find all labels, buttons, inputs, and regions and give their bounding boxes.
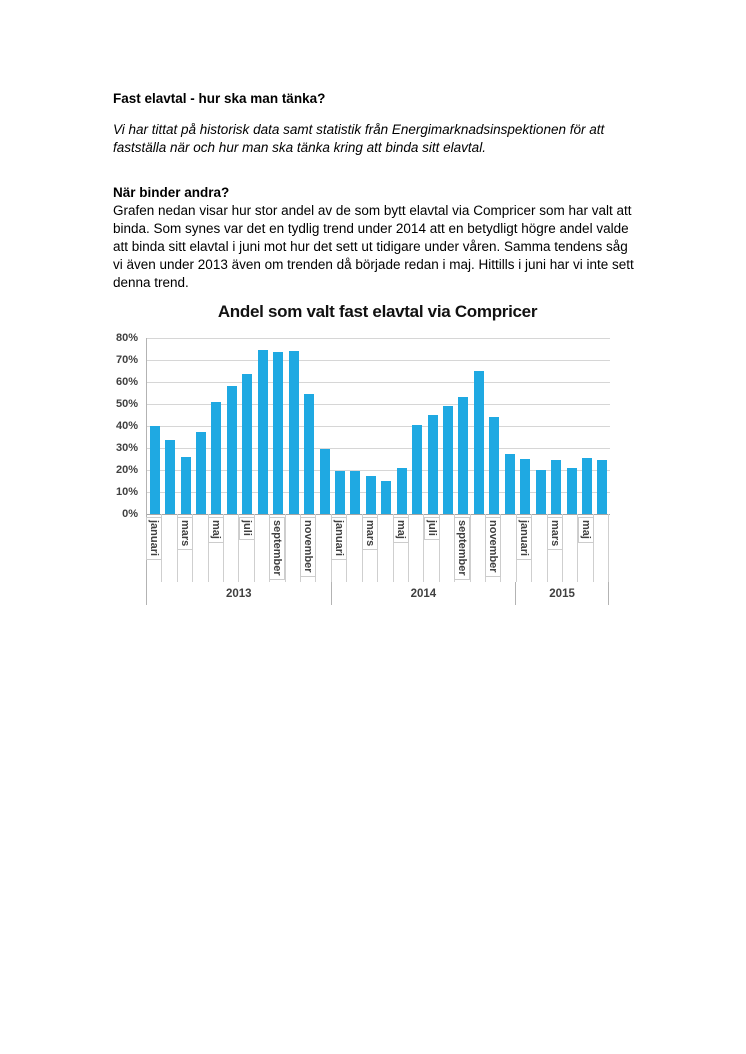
bar-2015-april (567, 468, 577, 514)
bar-slot (533, 338, 548, 514)
x-axis-cell (270, 514, 285, 582)
x-axis-tick-label: mars (362, 517, 378, 550)
x-axis-cell (594, 514, 609, 582)
x-axis-cell (193, 514, 208, 582)
year-label-2015: 2015 (515, 582, 609, 605)
year-label-2013: 2013 (146, 582, 331, 605)
chart-bars (147, 338, 610, 514)
bar-slot (440, 338, 455, 514)
bar-2013-maj (211, 402, 221, 514)
x-axis-tick-label: juli (424, 517, 440, 540)
intro-paragraph: Vi har tittat på historisk data samt statistik från Energimarknadsinspektionen för att fastställa när och hur man ska tänka kring att binda sitt elavtal. (113, 122, 605, 155)
bar-slot (409, 338, 424, 514)
bar-2013-juni (227, 386, 237, 514)
x-axis-cell (455, 514, 470, 582)
bar-slot (379, 338, 394, 514)
x-axis-cell (286, 514, 301, 582)
bar-2014-september (458, 397, 468, 514)
bar-slot (518, 338, 533, 514)
x-axis-cell (332, 514, 347, 582)
x-axis-cell (471, 514, 486, 582)
x-axis-cell (578, 514, 593, 582)
bar-slot (564, 338, 579, 514)
y-axis-tick-label: 80% (115, 332, 138, 344)
x-axis-cell (563, 514, 578, 582)
bar-slot (178, 338, 193, 514)
y-axis-tick-label: 50% (115, 398, 138, 410)
bar-2014-juni (412, 425, 422, 514)
x-axis-cell (146, 514, 162, 582)
bar-slot (332, 338, 347, 514)
bar-2013-juli (242, 374, 252, 514)
x-axis-cell (224, 514, 239, 582)
bar-slot (147, 338, 162, 514)
y-axis-tick-label: 20% (115, 464, 138, 476)
bar-2013-november (304, 394, 314, 514)
bar-slot (255, 338, 270, 514)
bar-slot (471, 338, 486, 514)
section-heading: När binder andra? (113, 185, 230, 200)
x-axis-cell (363, 514, 378, 582)
x-axis-tick-label: november (485, 517, 501, 577)
bar-2014-april (381, 481, 391, 514)
y-axis-tick-label: 70% (115, 354, 138, 366)
x-axis-tick-label: september (269, 517, 285, 580)
x-axis-tick-label: januari (516, 517, 532, 560)
bar-slot (162, 338, 177, 514)
x-axis-tick-label: maj (393, 517, 409, 543)
x-axis-tick-label: september (454, 517, 470, 580)
bar-chart (113, 302, 609, 605)
bar-2013-oktober (289, 351, 299, 514)
bar-slot (394, 338, 409, 514)
bar-slot (348, 338, 363, 514)
x-axis-tick-label: juli (239, 517, 255, 540)
bar-slot (224, 338, 239, 514)
x-axis-cell (316, 514, 331, 582)
bar-2013-september (273, 352, 283, 514)
body-paragraph: Grafen nedan visar hur stor andel av de som bytt elavtal via Compricer som har valt att binda. Som synes var det en tydlig trend under 2014 att en betydligt högre andel valde att binda sitt elavtal i juni mot hur det sett ut tidigare under våren. Samma tendens såg vi även under 2013 även om trenden då började redan i maj. Hittills i juni har vi inte sett denna trend. (113, 203, 634, 290)
y-axis-tick-label: 60% (115, 376, 138, 388)
x-axis-tick-label: mars (177, 517, 193, 550)
y-axis-tick-label: 0% (122, 508, 138, 520)
x-axis-cell (209, 514, 224, 582)
x-axis-cell (239, 514, 254, 582)
bar-slot (579, 338, 594, 514)
bar-2014-januari (335, 471, 345, 514)
bar-2014-november (489, 417, 499, 514)
x-axis-cell (517, 514, 532, 582)
bar-2015-januari (520, 459, 530, 514)
bar-slot (286, 338, 301, 514)
x-axis-cell (424, 514, 439, 582)
year-label-2014: 2014 (331, 582, 516, 605)
x-axis-cell (486, 514, 501, 582)
x-axis-cell (255, 514, 270, 582)
x-axis-cell (440, 514, 455, 582)
x-axis-cell (378, 514, 393, 582)
x-axis-cell (347, 514, 362, 582)
bar-slot (193, 338, 208, 514)
bar-2013-december (320, 449, 330, 514)
bar-slot (595, 338, 610, 514)
bar-slot (425, 338, 440, 514)
chart-x-axis (146, 514, 609, 582)
bar-2014-december (505, 454, 515, 515)
x-axis-cell (548, 514, 563, 582)
chart-plot-area (113, 332, 609, 520)
bar-2015-februari (536, 470, 546, 514)
bar-slot (240, 338, 255, 514)
chart-y-axis (113, 332, 142, 520)
bar-slot (209, 338, 224, 514)
x-axis-cell (178, 514, 193, 582)
y-axis-tick-label: 10% (115, 486, 138, 498)
x-axis-tick-label: maj (578, 517, 594, 543)
bar-2014-augusti (443, 406, 453, 514)
bar-2014-oktober (474, 371, 484, 514)
bar-slot (456, 338, 471, 514)
bar-2015-mars (551, 460, 561, 514)
bar-slot (301, 338, 316, 514)
bar-2013-april (196, 432, 206, 515)
chart-year-axis (146, 582, 609, 605)
bar-2014-mars (366, 476, 376, 515)
y-axis-tick-label: 30% (115, 442, 138, 454)
bar-2014-februari (350, 471, 360, 514)
x-axis-tick-label: november (300, 517, 316, 577)
bar-slot (363, 338, 378, 514)
bar-slot (487, 338, 502, 514)
x-axis-cell (532, 514, 547, 582)
x-axis-cell (394, 514, 409, 582)
chart-plot (146, 338, 610, 515)
y-axis-tick-label: 40% (115, 420, 138, 432)
x-axis-cell (409, 514, 424, 582)
x-axis-tick-label: januari (331, 517, 347, 560)
x-axis-cell (301, 514, 316, 582)
bar-2015-juni (597, 460, 607, 514)
x-axis-cell (501, 514, 516, 582)
bar-slot (548, 338, 563, 514)
chart-title: Andel som valt fast elavtal via Compricer (217, 302, 538, 321)
page-title: Fast elavtal - hur ska man tänka? (113, 91, 326, 106)
bar-2015-maj (582, 458, 592, 514)
bar-2013-mars (181, 457, 191, 514)
x-axis-cell (162, 514, 177, 582)
bar-2014-juli (428, 415, 438, 514)
bar-2013-februari (165, 440, 175, 514)
bar-2013-augusti (258, 350, 268, 514)
bar-2013-januari (150, 426, 160, 514)
x-axis-tick-label: maj (208, 517, 224, 543)
bar-slot (317, 338, 332, 514)
x-axis-tick-label: januari (146, 517, 162, 560)
bar-slot (271, 338, 286, 514)
bar-2014-maj (397, 468, 407, 514)
x-axis-tick-label: mars (547, 517, 563, 550)
bar-slot (502, 338, 517, 514)
